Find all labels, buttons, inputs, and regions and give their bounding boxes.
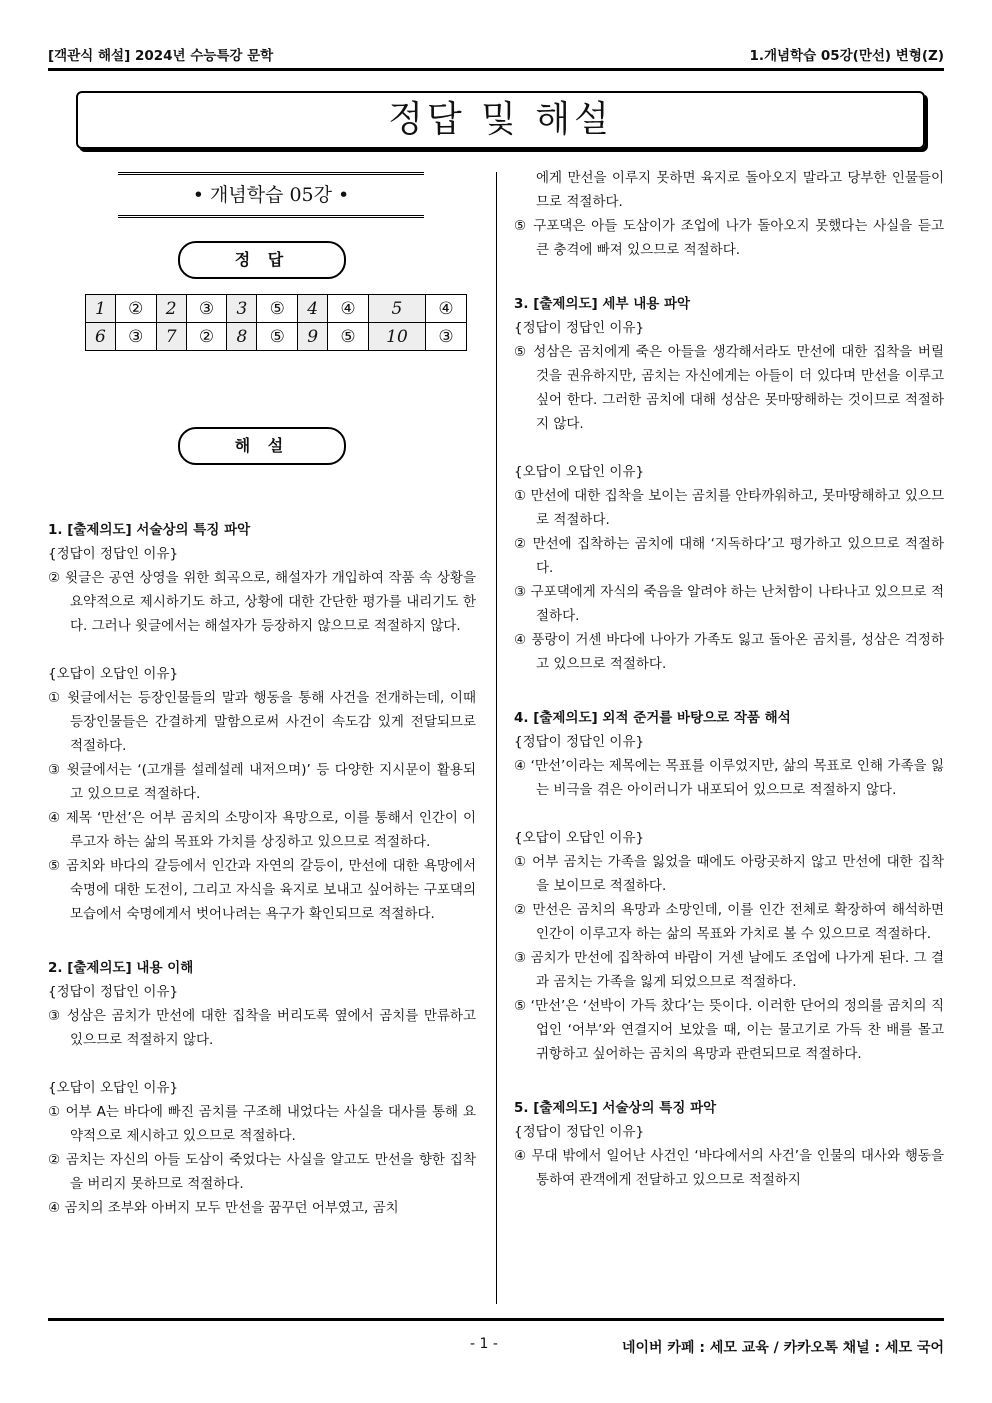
continued-item: 에게 만선을 이루지 못하면 육지로 돌아오지 말라고 당부한 인물들이므로 적절하다. <box>536 170 944 210</box>
spacer <box>514 676 944 706</box>
answer-choice: ③ <box>425 323 466 351</box>
answer-table <box>85 294 467 351</box>
answer-choice: ④ <box>328 295 369 323</box>
explanation-item: ④ 제목 ‘만선’은 어부 곰치의 소망이자 욕망으로, 이를 통해서 인간이 이루고자 하는 삶의 목표와 가치를 상징하고 있으므로 적절하다. <box>48 810 476 850</box>
question-number: 8 <box>227 323 257 351</box>
explanation-item: ② 만선은 곰치의 욕망과 소망인데, 이를 인간 전체로 확장하여 해석하면 인간이 이루고자 하는 삶의 목표와 가치로 볼 수 있으므로 적절하다. <box>514 902 944 942</box>
explanation-item: ⑤ ‘만선’은 ‘선박이 가득 찼다’는 뜻이다. 이러한 단어의 정의를 곰치의 직업인 ‘어부’와 연결지어 보았을 때, 이는 물고기로 가득 찬 배를 몰고 귀항하고 싶어하는 곰치의 욕망과 관련되므로 적절하다. <box>514 998 944 1062</box>
question-number: 9 <box>298 323 328 351</box>
page-number: - 1 - <box>470 1336 498 1352</box>
explanation-item: ② 곰치는 자신의 아들 도삼이 죽었다는 사실을 알고도 만선을 향한 집착을 버리지 못하므로 적절하다. <box>48 1152 476 1192</box>
question-number: 1 <box>86 295 116 323</box>
footer-right: 네이버 카페 : 세모 교육 / 카카오톡 채널 : 세모 국어 <box>621 1340 944 1356</box>
spacer <box>48 638 476 662</box>
section-label: {정답이 정답인 이유} <box>48 546 179 562</box>
explanation-item: ③ 곰치가 만선에 집착하여 바람이 거센 날에도 조업에 나가게 된다. 그 결과 곰치는 가족을 잃게 되었으므로 적절하다. <box>514 950 944 990</box>
explanation-item: ③ 구포댁에게 자식의 죽음을 알려야 하는 난처함이 나타나고 있으므로 적절하다. <box>514 584 944 624</box>
explanation-item: ① 어부 곰치는 가족을 잃었을 때에도 아랑곳하지 않고 만선에 대한 집착을 보이므로 적절하다. <box>514 854 944 894</box>
explanation-item: ④ ‘만선’이라는 제목에는 목표를 이루었지만, 삶의 목표로 인해 가족을 잃는 비극을 겪은 아이러니가 내포되어 있으므로 적절하지 않다. <box>514 758 944 798</box>
explanation-item: ④ 무대 밖에서 일어난 사건인 ‘바다에서의 사건’을 인물의 대사와 행동을 통하여 관객에게 전달하고 있으므로 적절하지 <box>514 1148 944 1188</box>
explanation-item: ⑤ 곰치와 바다의 갈등에서 인간과 자연의 갈등이, 만선에 대한 욕망에서 숙명에 대한 도전이, 그리고 자식을 육지로 보내고 싶어하는 구포댁의 모습에서 숙명에게서 벗어나려는 욕구가 확인되므로 적절하다. <box>48 858 476 922</box>
lecture-title: • 개념학습 05강 • <box>118 172 424 218</box>
explanation-item: ⑤ 성삼은 곰치에게 죽은 아들을 생각해서라도 만선에 대한 집착을 버릴 것을 권유하지만, 곰치는 자신에게는 아들이 더 있다며 만선을 이루고 싶어 한다. 그러한 곰치에 대해 성삼은 못마땅해하는 것이므로 적절하지 않다. <box>514 344 944 432</box>
answer-row <box>86 323 467 351</box>
question-heading: 1. [출제의도] 서술상의 특징 파악 <box>48 522 251 538</box>
answer-label: 정 답 <box>178 241 346 279</box>
question-heading: 3. [출제의도] 세부 내용 파악 <box>514 296 691 312</box>
spacer <box>514 436 944 460</box>
answer-choice: ⑤ <box>257 295 298 323</box>
right-column <box>514 166 944 1192</box>
section-label: {오답이 오답인 이유} <box>48 1080 179 1096</box>
question-number: 4 <box>298 295 328 323</box>
question-heading: 4. [출제의도] 외적 준거를 바탕으로 작품 해석 <box>514 710 791 726</box>
explanation-item: ① 윗글에서는 등장인물들의 말과 행동을 통해 사건을 전개하는데, 이때 등장인물들은 간결하게 말함으로써 사건이 속도감 있게 전달되므로 적절하다. <box>48 690 476 754</box>
question-number: 10 <box>368 323 425 351</box>
explanation-item: ④ 곰치의 조부와 아버지 모두 만선을 꿈꾸던 어부였고, 곰치 <box>48 1200 399 1216</box>
spacer <box>514 262 944 292</box>
question-number: 3 <box>227 295 257 323</box>
header-left: [객관식 해설] 2024년 수능특강 문학 <box>48 48 274 64</box>
section-label: {정답이 정답인 이유} <box>514 1124 645 1140</box>
header-rule <box>48 68 944 71</box>
explanation-item: ② 만선에 집착하는 곰치에 대해 ‘지독하다’고 평가하고 있으므로 적절하다. <box>514 536 944 576</box>
header-right: 1.개념학습 05강(만선) 변형(Z) <box>749 48 944 64</box>
explanation-item: ② 윗글은 공연 상영을 위한 희곡으로, 해설자가 개입하여 작품 속 상황을 요약적으로 제시하기도 하고, 상황에 대한 간단한 평가를 내리기도 한다. 그러나 윗글에서는 해설자가 등장하지 않으므로 적절하지 않다. <box>48 570 476 634</box>
explanation-item: ① 만선에 대한 집착을 보이는 곰치를 안타까워하고, 못마땅해하고 있으므로 적절하다. <box>514 488 944 528</box>
page-header <box>48 44 944 64</box>
page-title: 정답 및 해설 <box>76 91 925 149</box>
answer-choice: ⑤ <box>328 323 369 351</box>
explanation-label: 해 설 <box>178 427 346 465</box>
question-heading: 5. [출제의도] 서술상의 특징 파악 <box>514 1100 717 1116</box>
question-number: 2 <box>156 295 186 323</box>
section-label: {오답이 오답인 이유} <box>514 830 645 846</box>
section-label: {오답이 오답인 이유} <box>48 666 179 682</box>
spacer <box>48 1052 476 1076</box>
answer-choice: ⑤ <box>257 323 298 351</box>
spacer <box>514 1066 944 1096</box>
question-number: 6 <box>86 323 116 351</box>
section-label: {정답이 정답인 이유} <box>514 320 645 336</box>
explanation-item: ④ 풍랑이 거센 바다에 나아가 가족도 잃고 돌아온 곰치를, 성삼은 걱정하고 있으므로 적절하다. <box>514 632 944 672</box>
answer-choice: ③ <box>115 323 156 351</box>
question-number: 7 <box>156 323 186 351</box>
answer-choice: ④ <box>425 295 466 323</box>
explanation-item: ⑤ 구포댁은 아들 도삼이가 조업에 나가 돌아오지 못했다는 사실을 듣고 큰 충격에 빠져 있으므로 적절하다. <box>514 218 944 258</box>
left-column <box>48 518 476 1220</box>
spacer <box>48 926 476 956</box>
section-label: {정답이 정답인 이유} <box>514 734 645 750</box>
question-number: 5 <box>368 295 425 323</box>
explanation-item: ③ 성삼은 곰치가 만선에 대한 집착을 버리도록 옆에서 곰치를 만류하고 있으므로 적절하지 않다. <box>48 1008 476 1048</box>
section-label: {정답이 정답인 이유} <box>48 984 179 1000</box>
column-divider <box>496 172 497 1304</box>
answer-choice: ② <box>186 323 227 351</box>
explanation-item: ① 어부 A는 바다에 빠진 곰치를 구조해 내었다는 사실을 대사를 통해 요약적으로 제시하고 있으므로 적절하다. <box>48 1104 476 1144</box>
answer-row <box>86 295 467 323</box>
explanation-item: ③ 윗글에서는 ‘(고개를 설레설레 내저으며)’ 등 다양한 지시문이 활용되고 있으므로 적절하다. <box>48 762 476 802</box>
spacer <box>514 802 944 826</box>
footer-rule <box>48 1318 944 1321</box>
question-heading: 2. [출제의도] 내용 이해 <box>48 960 194 976</box>
section-label: {오답이 오답인 이유} <box>514 464 645 480</box>
answer-choice: ② <box>115 295 156 323</box>
answer-choice: ③ <box>186 295 227 323</box>
